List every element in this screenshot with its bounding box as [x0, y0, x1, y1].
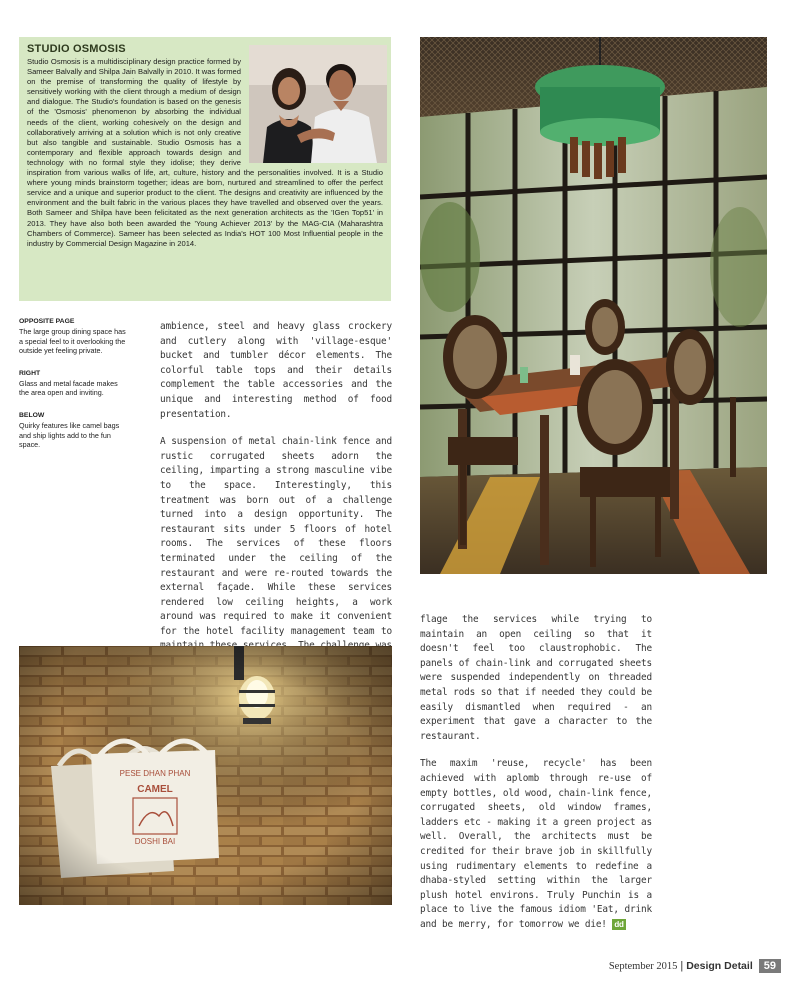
caption-opposite-page: [19, 318, 127, 356]
studio-description: Studio Osmosis is a multidisciplinary design practice formed by Sameer Balvally and Shilpa Jain Balvally in 2010. It was formed on the premise of transforming the quality of lifestyle by sensitively working with the client through a medium of design and dialogue. The Studio's foundation is based on the genesis of the 'Osmosis' phenomenon by absorbing the individual needs of the client, working cohesively on the design and collaboratively arriving at a solution which is not only creative but also tangible and sustainable. Studio Osmosis has a contemporary and flexible approach towards design and technology with no formal style they idolise; they derive inspiration from various walks of life, art, culture, history and the personalities involved. It is a Studio where young minds brainstorm together; ideas are born, nurtured and streamlined to offer the perfect service and a unique and superior product to the client. The designs and creativity are influenced by the environment and the built fabric in the various places they have travelled and observed over the years. Both Sameer and Shilpa have been felicitated as the next generation architects as the 'IGen Top51' in 2013. They have also both been awarded the 'Young Achiever 2013' by the MAG-CIA (Maharashtra Chambers of Commerce). Sameer has been selected as India's HOT 100 Most Influential people in the industry by Commercial Design Magazine in 2014.: [27, 57, 383, 248]
caption-text: Glass and metal facade makes the area open and inviting.: [19, 378, 118, 398]
caption-heading: BELOW: [19, 411, 45, 419]
caption-right: [19, 370, 127, 398]
page-number: 59: [759, 959, 781, 973]
brick-wall-illustration: [19, 646, 392, 905]
end-mark-icon: dd: [614, 919, 624, 929]
restaurant-interior-illustration: [420, 37, 767, 574]
article-paragraph: [420, 757, 652, 932]
caption-heading: OPPOSITE PAGE: [19, 318, 75, 325]
article-paragraph: flage the services while trying to maintain an open ceiling so that it doesn't feel too claustrophobic. The panels of chain-link and corrugated sheets were suspended independently on threaded metal rods so that if needed they could be easily dismantled when required - an experiment that gave a character to the restaurant.: [420, 614, 652, 742]
caption-text: The large group dining space has a special feel to it overlooking the outside yet feeling private.: [19, 327, 126, 356]
article-column-right: [420, 613, 652, 945]
caption-below: [19, 412, 127, 450]
article-paragraph: ambience, steel and heavy glass crockery and cutlery along with 'village-esque' bucket and tumbler décor elements. The colorful table tops and their details complement the table accessories and the unique and interesting method of food presentation.: [160, 321, 392, 420]
article-paragraph: A suspension of metal chain-link fence and rustic corrugated sheets adorn the ceiling, imparting a strong masculine vibe to the space. Interestingly, this treatment was born out of a challenge turned into a design opportunity. The restaurant sits under 5 floors of hotel rooms. The services of these floors terminated under the ceiling of the restaurant and were re-routed towards the external façade. While these services rendered low ceiling heights, a work around was required to make it convenient for the hotel facility management team to: [160, 436, 392, 637]
caption-text: Quirky features like camel bags and ship lights add to the fun space.: [19, 420, 120, 450]
restaurant-interior-photo: [420, 37, 767, 574]
magazine-name: Design Detail: [686, 960, 753, 972]
issue-date: September 2015: [608, 960, 678, 972]
photo-captions: [19, 318, 127, 464]
architects-portrait-photo: [249, 45, 387, 163]
studio-osmosis-sidebar: [19, 37, 391, 301]
page-footer: [609, 958, 781, 974]
studio-heading: STUDIO OSMOSIS: [27, 43, 126, 55]
caption-heading: RIGHT: [19, 369, 41, 377]
article-column-left: [160, 320, 392, 682]
article-closing-text: The maxim 'reuse, recycle' has been achieved with aplomb through re-use of empty bottles, old wood, chain-link fence, corrugated sheets, old window frames, ladders etc - making it a green project as well. Overall, the architects must be credited for their brave job in skillfully using rudimentary elements to redefine a dhaba-styled setting within the larger plush hotel environs. Truly Punchin is a place to live the famous idiom 'Eat, drink and be merry, for tomorrow we die!: [420, 758, 652, 930]
architects-portrait-illustration: [249, 45, 387, 163]
brick-wall-bags-photo: [19, 646, 392, 905]
footer-separator: |: [680, 960, 684, 972]
